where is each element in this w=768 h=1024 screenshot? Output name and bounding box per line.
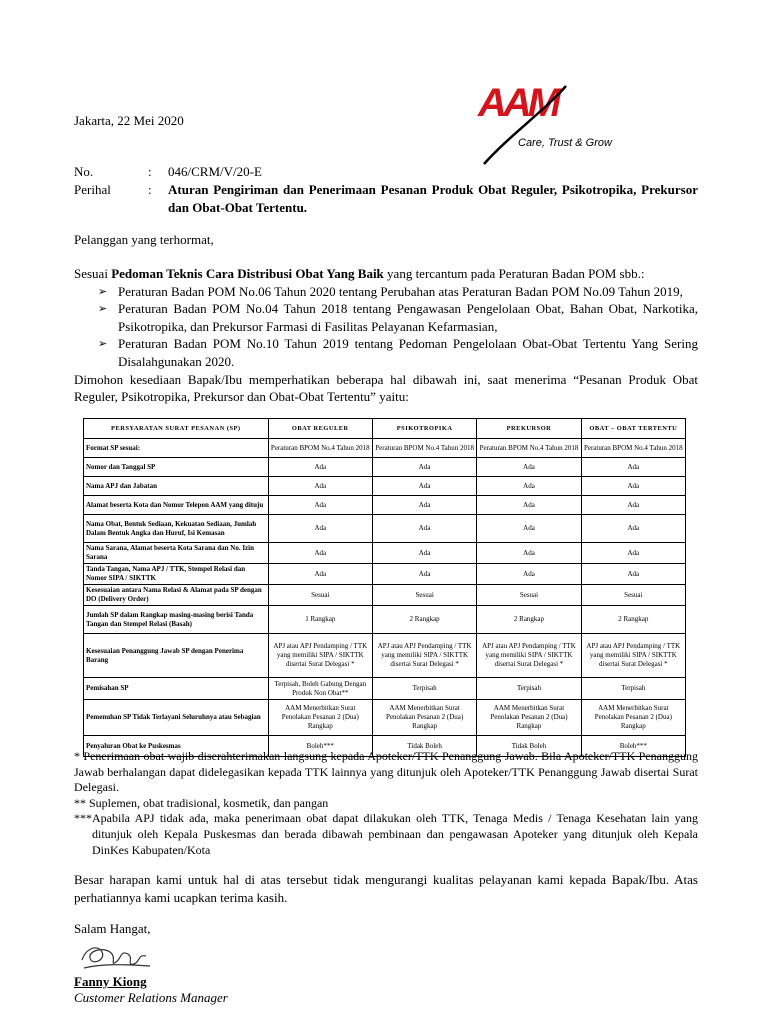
table-cell: Terpisah, Boleh Gabung Dengan Produk Non Obat** <box>268 678 372 700</box>
row-label: Tanda Tangan, Nama APJ / TTK, Stempel Relasi dan Nomor SIPA / SIKTTK <box>84 564 269 585</box>
table-row <box>84 543 686 564</box>
table-cell: Terpisah <box>372 678 476 700</box>
row-label: Format SP sesuai: <box>84 439 269 458</box>
column-header: PSIKOTROPIKA <box>372 419 476 439</box>
table-cell: APJ atau APJ Pendamping / TTK yang memiliki SIPA / SIKTTK disertai Surat Delegasi * <box>268 634 372 678</box>
table-header-row <box>84 419 686 439</box>
table-cell: Ada <box>477 564 581 585</box>
table-cell: Ada <box>372 564 476 585</box>
row-label: Nama Sarana, Alamat beserta Kota Sarana dan No. Izin Sarana <box>84 543 269 564</box>
arrow-bullet-icon: ➢ <box>98 284 108 298</box>
table-cell: Ada <box>372 496 476 515</box>
table-row <box>84 564 686 585</box>
table-cell: Ada <box>268 564 372 585</box>
row-label: Nomor dan Tanggal SP <box>84 458 269 477</box>
table-row <box>84 515 686 543</box>
table-cell: Ada <box>581 477 685 496</box>
request-paragraph: Dimohon kesediaan Bapak/Ibu memperhatikan beberapa hal dibawah ini, saat menerima “Pesanan Produk Obat Reguler, Psikotropika, Prekursor dan Obat-Obat Tertentu” yaitu: <box>74 371 698 405</box>
table-cell: Terpisah <box>477 678 581 700</box>
table-cell: Ada <box>477 477 581 496</box>
table-cell: Terpisah <box>581 678 685 700</box>
salutation: Salam Hangat, <box>74 921 151 936</box>
table-cell: Ada <box>268 515 372 543</box>
table-cell: Ada <box>477 458 581 477</box>
row-label: Kesesuaian Penanggung Jawab SP dengan Penerima Barang <box>84 634 269 678</box>
table-row <box>84 634 686 678</box>
list-item: ➢ Peraturan Badan POM No.06 Tahun 2020 tentang Perubahan atas Peraturan Badan POM No.09 Tahun 2019, <box>98 283 683 299</box>
table-cell: Ada <box>268 496 372 515</box>
logo-text: AAM <box>478 81 558 125</box>
table-cell: APJ atau APJ Pendamping / TTK yang memiliki SIPA / SIKTTK disertai Surat Delegasi * <box>477 634 581 678</box>
table-cell: Ada <box>477 515 581 543</box>
subject-value: Aturan Pengiriman dan Penerimaan Pesanan Produk Obat Reguler, Psikotropika, Prekursor dan Obat-Obat Tertentu. <box>168 182 698 215</box>
company-logo <box>474 76 624 168</box>
table-cell: Peraturan BPOM No.4 Tahun 2018 <box>268 439 372 458</box>
table-cell: Tidak Boleh <box>372 736 476 757</box>
table-cell: 2 Rangkap <box>477 606 581 634</box>
letter-intro <box>74 265 698 406</box>
table-cell: AAM Menerbitkan Surat Penolakan Pesanan 2 (Dua) Rangkap <box>477 700 581 736</box>
table-cell: 1 Rangkap <box>268 606 372 634</box>
table-cell: Sesuai <box>581 585 685 606</box>
number-colon: : <box>148 164 152 179</box>
row-label: Nama APJ dan Jabatan <box>84 477 269 496</box>
intro-suffix: yang tercantum pada Peraturan Badan POM sbb.: <box>383 266 645 281</box>
regulation-list <box>74 283 698 371</box>
footnotes <box>74 749 698 858</box>
greeting: Pelanggan yang terhormat, <box>74 232 214 247</box>
table-cell: Ada <box>581 515 685 543</box>
table-cell: Ada <box>581 543 685 564</box>
row-label: Alamat beserta Kota dan Nomor Telepon AAM yang dituju <box>84 496 269 515</box>
table-row <box>84 477 686 496</box>
table-cell: Ada <box>581 458 685 477</box>
table-cell: Peraturan BPOM No.4 Tahun 2018 <box>477 439 581 458</box>
table-cell: Boleh*** <box>581 736 685 757</box>
signer-name: Fanny Kiong <box>74 974 147 989</box>
number-value: 046/CRM/V/20-E <box>168 164 262 179</box>
row-label: Jumlah SP dalam Rangkap masing-masing berisi Tanda Tangan dan Stempel Relasi (Basah) <box>84 606 269 634</box>
table-cell: Peraturan BPOM No.4 Tahun 2018 <box>372 439 476 458</box>
table-cell: Ada <box>268 543 372 564</box>
table-row <box>84 439 686 458</box>
table-cell: APJ atau APJ Pendamping / TTK yang memiliki SIPA / SIKTTK disertai Surat Delegasi * <box>372 634 476 678</box>
footnote-puskesmas: ***Apabila APJ tidak ada, maka penerimaan obat dapat dilakukan oleh TTK, Tenaga Medis / Tenaga Kesehatan lain yang ditunjuk oleh Kepala Puskesmas dan berada dibawah pembinaan dan pengawasan Apoteker yang ditunjuk oleh Kepala DinKes Kabupaten/Kota <box>74 811 698 857</box>
table-cell: Peraturan BPOM No.4 Tahun 2018 <box>581 439 685 458</box>
requirements-table <box>83 418 686 757</box>
column-header: OBAT REGULER <box>268 419 372 439</box>
table-row <box>84 700 686 736</box>
aam-logo-mark <box>474 76 624 168</box>
table-cell: Ada <box>372 543 476 564</box>
intro-prefix: Sesuai <box>74 266 112 281</box>
column-header: OBAT – OBAT TERTENTU <box>581 419 685 439</box>
row-label: Pemisahan SP <box>84 678 269 700</box>
table-cell: APJ atau APJ Pendamping / TTK yang memiliki SIPA / SIKTTK disertai Surat Delegasi * <box>581 634 685 678</box>
table-cell: AAM Menerbitkan Surat Penolakan Pesanan 2 (Dua) Rangkap <box>268 700 372 736</box>
table-cell: Ada <box>581 496 685 515</box>
table-cell: Ada <box>372 458 476 477</box>
table-cell: Sesuai <box>268 585 372 606</box>
column-header: PERSYARATAN SURAT PESANAN (SP) <box>84 419 269 439</box>
footnote-delegation: * Penerimaan obat wajib diserahterimakan langsung kepada Apoteker/TTK Penanggung Jawab. Bila Apoteker/TTK Penanggung Jawab berhalangan dapat didelegasikan kepada TTK lainnya yang ditunjuk oleh Apoteker/TTK Penanggung Jawab disertai Surat Delegasi. <box>74 749 698 795</box>
logo-tagline: Care, Trust & Grow <box>518 137 612 149</box>
intro-paragraph <box>74 265 698 283</box>
intro-bold: Pedoman Teknis Cara Distribusi Obat Yang Baik <box>111 266 384 281</box>
table-cell: Ada <box>268 458 372 477</box>
table-cell: Tidak Boleh <box>477 736 581 757</box>
row-label: Pemenuhan SP Tidak Terlayani Seluruhnya atau Sebagian <box>84 700 269 736</box>
table-cell: Sesuai <box>372 585 476 606</box>
table-row <box>84 678 686 700</box>
row-label: Nama Obat, Bentuk Sediaan, Kekuatan Sediaan, Jumlah Dalam Bentuk Angka dan Huruf, Isi Kemasan <box>84 515 269 543</box>
arrow-bullet-icon: ➢ <box>98 337 108 351</box>
table-row <box>84 585 686 606</box>
table-cell: Ada <box>477 543 581 564</box>
letter-subject-row <box>74 181 698 217</box>
row-label: Penyaluran Obat ke Puskesmas <box>84 736 269 757</box>
number-label: No. <box>74 164 94 179</box>
table-row <box>84 458 686 477</box>
table-cell: Ada <box>268 477 372 496</box>
row-label: Kesesuaian antara Nama Relasi & Alamat pada SP dengan DO (Delivery Order) <box>84 585 269 606</box>
letter-number-row <box>74 163 698 181</box>
table-row <box>84 606 686 634</box>
signer-title: Customer Relations Manager <box>74 990 228 1005</box>
table-cell: Ada <box>372 477 476 496</box>
table-cell: Ada <box>581 564 685 585</box>
closing-paragraph: Besar harapan kami untuk hal di atas tersebut tidak mengurangi kualitas pelayanan kami kepada Bapak/Ibu. Atas perhatiannya kami ucapkan terima kasih. <box>74 872 698 905</box>
table-cell: 2 Rangkap <box>581 606 685 634</box>
letter-meta <box>74 163 698 217</box>
list-item: ➢ Peraturan Badan POM No.04 Tahun 2018 tentang Pengawasan Pengelolaan Obat, Bahan Obat, Narkotika, Psikotropika, dan Prekursor Farmasi di Fasilitas Pelayanan Kefarmasian, <box>98 301 698 334</box>
arrow-bullet-icon: ➢ <box>98 302 108 316</box>
column-header: PREKURSOR <box>477 419 581 439</box>
footnote-non-drug: ** Suplemen, obat tradisional, kosmetik, dan pangan <box>74 795 329 810</box>
list-item: ➢ Peraturan Badan POM No.10 Tahun 2019 tentang Pedoman Pengelolaan Obat-Obat Tertentu Yang Sering Disalahgunakan 2020. <box>98 336 698 369</box>
table-cell: Boleh*** <box>268 736 372 757</box>
letter-date: Jakarta, 22 Mei 2020 <box>74 113 184 128</box>
table-cell: AAM Menerbitkan Surat Penolakan Pesanan 2 (Dua) Rangkap <box>581 700 685 736</box>
subject-label: Perihal <box>74 182 111 197</box>
subject-colon: : <box>148 182 152 197</box>
table-cell: 2 Rangkap <box>372 606 476 634</box>
table-cell: Ada <box>477 496 581 515</box>
table-cell: AAM Menerbitkan Surat Penolakan Pesanan 2 (Dua) Rangkap <box>372 700 476 736</box>
table-cell: Ada <box>372 515 476 543</box>
table-row <box>84 496 686 515</box>
table-cell: Sesuai <box>477 585 581 606</box>
